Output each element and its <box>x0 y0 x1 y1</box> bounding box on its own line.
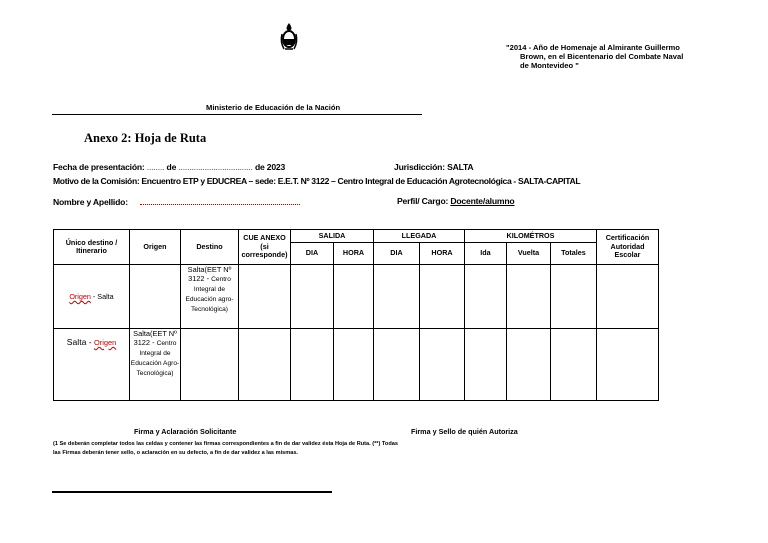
row2-llegada-dia[interactable] <box>374 329 420 401</box>
row1-itinerario[interactable] <box>54 265 130 329</box>
row2-origen-main: Salta(EET Nº 3122 - <box>133 329 177 347</box>
header-cue: CUE ANEXO (si corresponde) <box>239 230 291 265</box>
row1-destino[interactable] <box>181 265 239 329</box>
header-quote <box>506 43 716 70</box>
row1-km-vuelta[interactable] <box>507 265 551 329</box>
row2-cue[interactable] <box>239 329 291 401</box>
signature-solicitante: Firma y Aclaración Solicitante <box>134 427 237 436</box>
row2-km-ida[interactable] <box>465 329 507 401</box>
quote-line-3: de Montevideo " <box>520 61 579 70</box>
row2-km-totales[interactable] <box>551 329 597 401</box>
header-kilometros: KILOMÉTROS <box>465 230 597 243</box>
route-table <box>53 229 659 401</box>
header-destino: Destino <box>181 230 239 265</box>
row2-salida-dia[interactable] <box>291 329 334 401</box>
row1-llegada-dia[interactable] <box>374 265 420 329</box>
ministry-divider <box>52 114 422 115</box>
signature-line <box>52 491 332 493</box>
nombre-row <box>53 196 300 207</box>
header-llegada-hora: HORA <box>420 243 465 265</box>
fecha-row <box>53 162 285 172</box>
row1-destino-main: Salta(EET Nº 3122 - <box>187 265 232 283</box>
row2-destino[interactable] <box>181 329 239 401</box>
fecha-de-2: de 2023 <box>254 162 286 172</box>
header-certificacion: Certificación Autoridad Escolar <box>597 230 659 265</box>
row2-llegada-hora[interactable] <box>420 329 465 401</box>
row2-origen[interactable] <box>130 329 181 401</box>
header-llegada-dia: DIA <box>374 243 420 265</box>
row1-llegada-hora[interactable] <box>420 265 465 329</box>
jurisdiccion: Jurisdicción: SALTA <box>394 162 474 172</box>
row2-origen-sub: Centro Integral de Educación Agro-Tecnológica) <box>130 340 180 377</box>
quote-line-2: Brown, en el Bicentenario del Combate Naval <box>520 52 684 61</box>
row2-km-vuelta[interactable] <box>507 329 551 401</box>
quote-line-1: "2014 - Año de Homenaje al Almirante Guillermo <box>506 43 680 52</box>
table-row <box>54 265 659 329</box>
row1-itinerario-rest: - Salta <box>90 292 114 301</box>
perfil-row <box>397 196 514 206</box>
table-row <box>54 329 659 401</box>
header-totales: Totales <box>551 243 597 265</box>
header-ida: Ida <box>465 243 507 265</box>
header-salida: SALIDA <box>291 230 374 243</box>
row2-salida-hora[interactable] <box>334 329 374 401</box>
header-vuelta: Vuelta <box>507 243 551 265</box>
header-salida-hora: HORA <box>334 243 374 265</box>
coat-of-arms-icon <box>278 22 300 52</box>
header-salida-dia: DIA <box>291 243 334 265</box>
row2-origen-word: Origen <box>94 338 117 347</box>
row1-origen[interactable] <box>130 265 181 329</box>
perfil-label: Perfil/ Cargo: <box>397 196 449 206</box>
footnote: (1 Se deberán completar todos las celdas y contener las firmas correspondientes a fin de dar validez ésta Hoja de Ruta. (**) Todas las Firmas deberán tener sello, o aclaración en su defecto, a fin de dar validez a las mismas. <box>53 441 398 456</box>
row2-certificacion[interactable] <box>597 329 659 401</box>
fecha-month-field[interactable]: .................................. <box>178 162 253 172</box>
fecha-de-1: de <box>166 162 177 172</box>
nombre-field[interactable] <box>140 196 300 205</box>
motivo-row: Motivo de la Comisión: Encuentro ETP y EDUCREA – sede: E.E.T. Nº 3122 – Centro Integral de Educación Agrotecnológica - SALTA-CAPITAL <box>53 176 581 186</box>
fecha-day-field[interactable]: ........ <box>146 162 165 172</box>
perfil-value: Docente/alumno <box>450 196 515 206</box>
row2-itinerario[interactable] <box>54 329 130 401</box>
fecha-label: Fecha de presentación: <box>53 162 145 172</box>
nombre-label: Nombre y Apellido: <box>53 197 128 207</box>
header-llegada: LLEGADA <box>374 230 465 243</box>
row1-certificacion[interactable] <box>597 265 659 329</box>
ministry-name: Ministerio de Educación de la Nación <box>206 103 341 112</box>
header-unico: Único destino / Itinerario <box>54 230 130 265</box>
page-title: Anexo 2: Hoja de Ruta <box>84 131 207 145</box>
row1-cue[interactable] <box>239 265 291 329</box>
signature-autoriza: Firma y Sello de quién Autoriza <box>411 427 518 436</box>
row1-km-totales[interactable] <box>551 265 597 329</box>
row1-destino-sub: Centro Integral de Educación agro-Tecnológica) <box>185 276 234 313</box>
row1-salida-dia[interactable] <box>291 265 334 329</box>
header-origen: Origen <box>130 230 181 265</box>
row1-origen-word: Origen <box>69 292 91 301</box>
row2-itinerario-prefix: Salta - <box>66 337 95 347</box>
row1-salida-hora[interactable] <box>334 265 374 329</box>
row1-km-ida[interactable] <box>465 265 507 329</box>
